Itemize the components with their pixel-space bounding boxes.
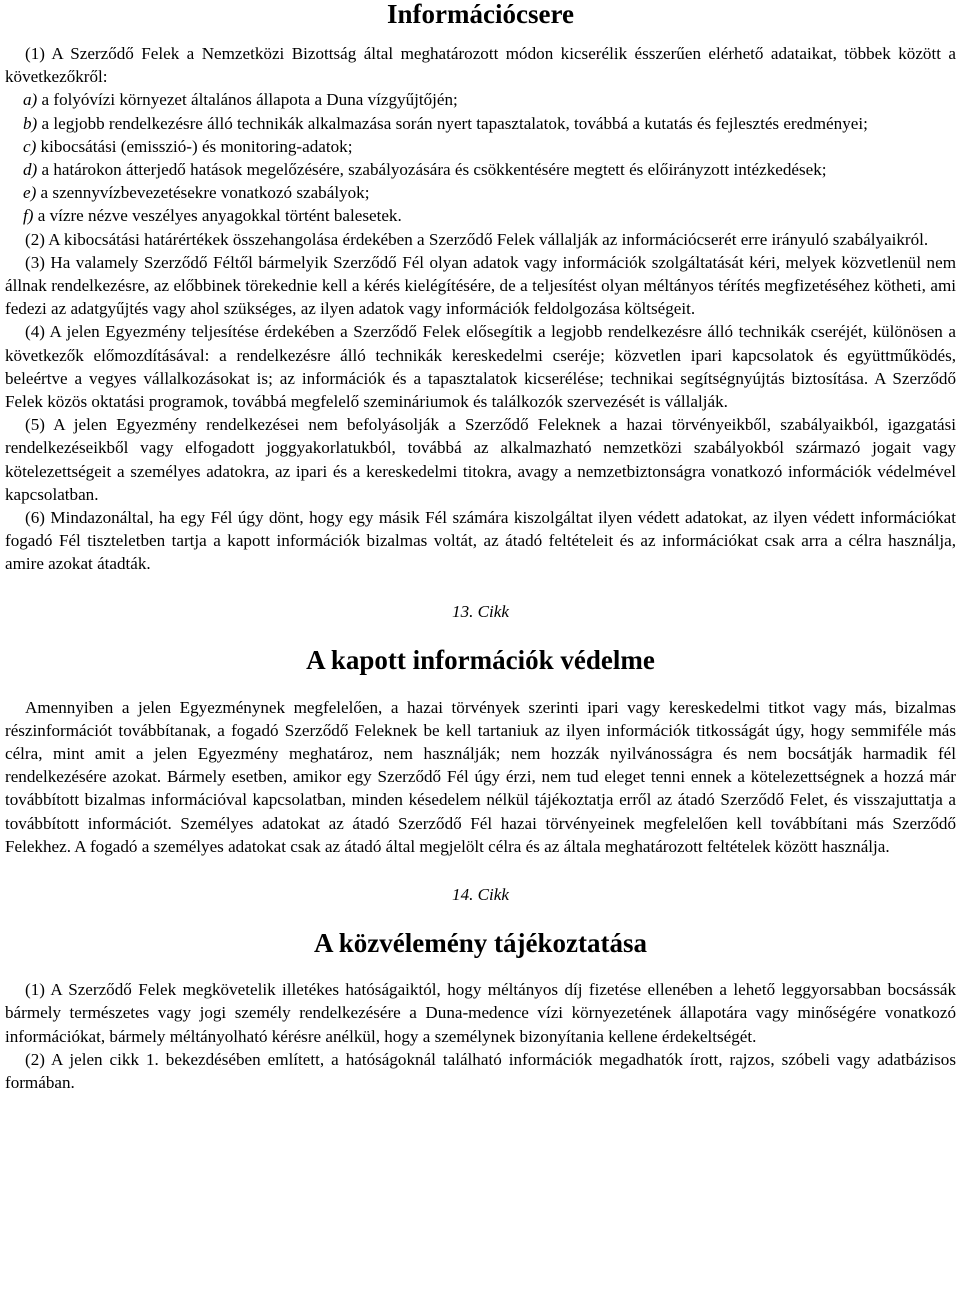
item-label: a) [23, 90, 38, 110]
item-label: d) [23, 160, 38, 180]
article-body: Amennyiben a jelen Egyezménynek megfelelően, a hazai törvények szerinti ipari vagy kereskedelmi titkot vagy más, bizalmas részinformációt továbbítanak, a fogadó Szerződő Feleknek be kell tartaniuk az ilyen információk titkosságát úgy, hogy semmiféle más célra, mint amit a jelen Egyezmény meghatároz, nem használják; nem hozzák nyilvánosságra és nem bocsátják harmadik fél rendelkezésére azokat. Bármely esetben, amikor egy Szerződő Fél úgy érzi, nem tud eleget tenni ennek a kötelezettségnek a hozzá már továbbított bizalmas információval kapcsolatban, minden késedelem nélkül tájékoztatja erről az átadó Szerződő Felet, és visszajuttatja a továbbított információt. Személyes adatokat az átadó Szerződő Fél hazai törvényeinek megfelelően kell továbbítani más Szerződő Felekhez. A fogadó a személyes adatokat csak az átadó által megjelölt célra és az általa meghatározott feltételek között használja. [5, 697, 956, 856]
document-page [5, 0, 956, 1094]
list-item-b [5, 112, 956, 135]
paragraph-4: (4) A jelen Egyezmény teljesítése érdekében a Szerződő Felek elősegítik a legjobb rendelkezésre álló technikák cseréjét, különösen a következők előmozdításával: a rendelkezésre álló technikák kereskedelmi cseréje; közvetlen ipari kapcsolatok és együttműködés, beleértve a vegyes vállalkozásokat is; az információk és a tapasztalatok kicserélése; technikai segítségnyújtás biztosítása. A Szerződő Felek közös oktatási programok, továbbá megfelelő szemináriumok és találkozók szervezését is vállalják. [5, 322, 956, 412]
item-label: f) [23, 206, 34, 226]
article-number: 14. Cikk [452, 885, 509, 905]
item-label: b) [23, 113, 38, 133]
list-item-d [5, 158, 956, 181]
paragraph-1: (1) A Szerződő Felek megkövetelik illetékes hatóságaiktól, hogy méltányos díj fizetése ellenében a lehető leggyorsabban bocsássák bármely természetes vagy jogi személy rendelkezésére a Duna-medence vízi környezetének állapotára vagy minőségére vonatkozó információkat, bármely méltányolható kérésre anélkül, hogy a személynek bizonyítania kellene érdekeltségét. [5, 980, 956, 1046]
item-text: a határokon átterjedő hatások megelőzésére, szabályozására és csökkentésére megtett és előirányzott intézkedések; [37, 160, 827, 180]
information-exchange-section [5, 42, 956, 576]
item-text: kibocsátási (emisszió-) és monitoring-adatok; [36, 136, 353, 156]
article-13 [5, 600, 956, 858]
list-item-e [5, 181, 956, 204]
article-title: A közvélemény tájékoztatása [314, 928, 647, 959]
item-label: e) [23, 183, 37, 203]
paragraph-3: (3) Ha valamely Szerződő Féltől bármelyik Szerződő Fél olyan adatok vagy információk szolgáltatását kéri, melyek közvetlenül nem állnak rendelkezésre, az előbbinek törekednie kell a kérés kielégítésére, de a teljesítést olyan méltányos térítés megfizetéséhez kötheti, ami fedezi az adatgyűjtés vagy ahol szükséges, az ilyen adatok vagy információk feldolgozása költségeit. [5, 252, 956, 319]
item-text: a szennyvízbevezetésekre vonatkozó szabályok; [36, 183, 370, 203]
article-number: 13. Cikk [452, 601, 509, 621]
item-text: a vízre nézve veszélyes anyagokkal történt balesetek. [33, 206, 402, 226]
item-text: a folyóvízi környezet általános állapota a Duna vízgyűjtőjén; [37, 90, 458, 110]
list-item-f [5, 204, 956, 227]
list-item-c [5, 135, 956, 158]
item-text: a legjobb rendelkezésre álló technikák alkalmazása során nyert tapasztalatok, továbbá a kutatás és fejlesztés eredményei; [37, 113, 868, 133]
item-label: c) [23, 136, 37, 156]
article-title: A kapott információk védelme [306, 644, 655, 675]
paragraph-1: (1) A Szerződő Felek a Nemzetközi Bizottság által meghatározott módon kicserélik ésszerűen elérhető adataikat, többek között a következőkről: [5, 44, 956, 87]
paragraph-2: (2) A jelen cikk 1. bekezdésében említett, a hatóságoknál található információk megadhatók írott, rajzos, szóbeli vagy adatbázisos formában. [5, 1049, 956, 1092]
page-title: Információcsere [387, 0, 574, 29]
article-14 [5, 883, 956, 1094]
list-item-a [5, 88, 956, 111]
paragraph-2: (2) A kibocsátási határértékek összehangolása érdekében a Szerződő Felek vállalják az információcserét erre irányuló szabályaikról. [25, 229, 929, 249]
paragraph-6: (6) Mindazonáltal, ha egy Fél úgy dönt, hogy egy másik Fél számára kiszolgáltat ilyen védett adatokat, az ilyen védett információkat fogadó Fél tiszteletben tartja a kapott információk bizalmas voltát, az átadó feltételeit és az információkat csak arra a célra használja, amire azokat átadták. [5, 508, 956, 574]
paragraph-5: (5) A jelen Egyezmény rendelkezései nem befolyásolják a Szerződő Feleknek a hazai törvényeikből, szabályaikból, igazgatási rendelkezéseikből vagy elfogadott joggyakorlatukból, továbbá az alkalmazható nemzetközi szabályokból származó jogait vagy kötelezettségeit a személyes adatokra, az ipari és a kereskedelmi titokra, avagy a nemzetbiztonságra vonatkozó információk védelmével kapcsolatban. [5, 415, 956, 504]
